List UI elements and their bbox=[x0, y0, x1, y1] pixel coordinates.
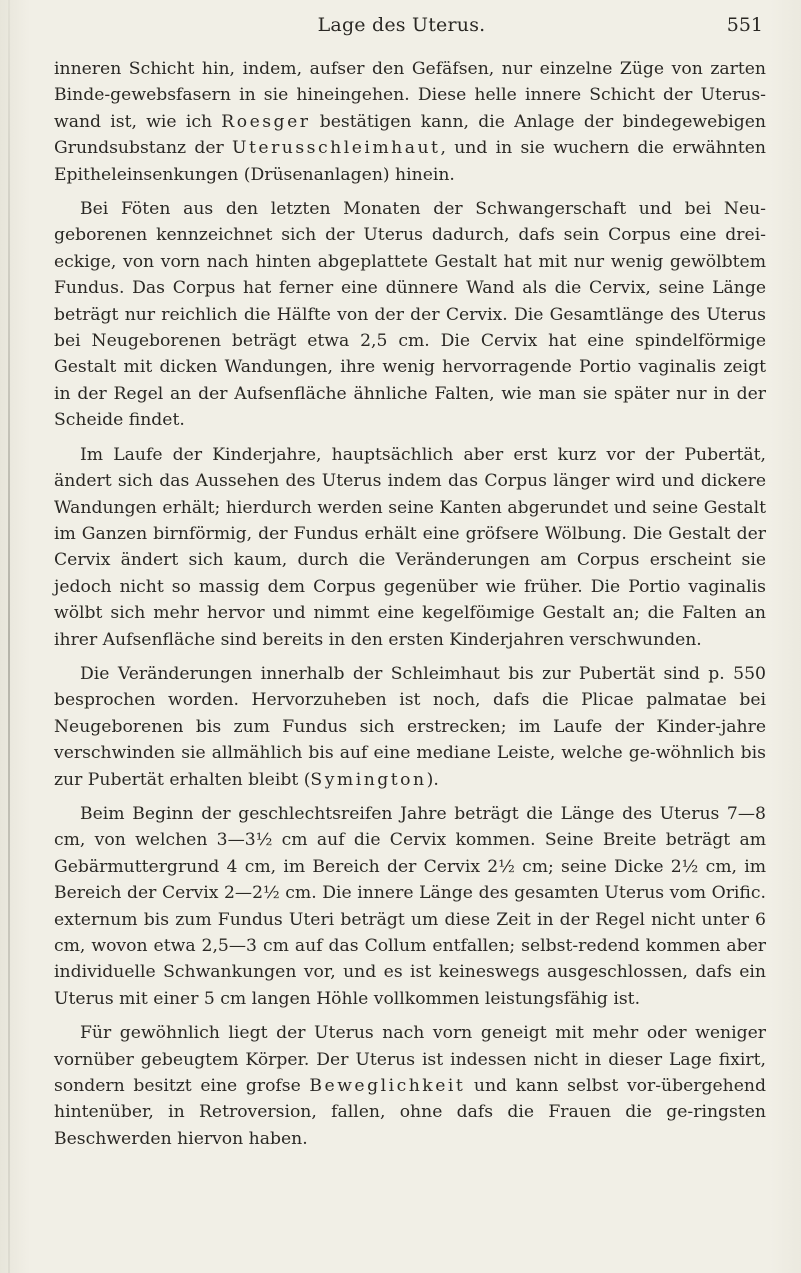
emphasized-term: Uterusschleimhaut bbox=[232, 138, 441, 159]
text-run: Für gewöhnlich liegt der Uterus nach vorn geneigt mit mehr oder weniger vornüber gebeugtem Körper. Der Uterus ist indessen nicht in dieser Lage fixirt, sondern besitzt eine grofse bbox=[54, 1023, 766, 1097]
paragraph bbox=[54, 442, 766, 653]
text-run: inneren Schicht hin, indem, aufser den Gefäfsen, nur einzelne Züge von zarten Binde-gewebsfasern in sie hineingehen. Diese helle innere Schicht der Uterus-wand ist, wie ich bbox=[54, 59, 766, 132]
paragraph bbox=[54, 56, 766, 188]
text-run: , und in sie wuchern die erwähnten Epitheleinsenkungen (Drüsenanlagen) hinein. bbox=[54, 138, 766, 185]
paragraph bbox=[54, 1020, 766, 1152]
body-text bbox=[54, 56, 766, 1160]
text-run: Bei Föten aus den letzten Monaten der Schwangerschaft und bei Neu-geborenen kennzeichnet sich der Uterus dadurch, dafs sein Corpus eine drei-eckige, von vorn nach hinten abgeplattete Gestalt hat mit nur wenig gewölbtem Fundus. Das Corpus hat ferner eine dünnere Wand als die Cervix, seine Länge beträgt nur reichlich die Hälfte von der der Cervix. Die Gesamtlänge des Uterus bei Neugeborenen beträgt etwa 2,5 cm. Die Cervix hat eine spindelförmige Gestalt mit dicken Wandungen, ihre wenig hervorragende Portio vaginalis zeigt in der Regel an der Aufsenfläche ähnliche Falten, wie man sie später nur in der Scheide findet. bbox=[54, 199, 766, 431]
text-run: Die Veränderungen innerhalb der Schleimhaut bis zur Pubertät sind p. 550 besprochen worden. Hervorzuheben ist noch, dafs die Plicae palmatae bei Neugeborenen bis zum Fundus sich erstrecken; im Laufe der Kinder-jahre verschwinden sie allmählich bis auf eine mediane Leiste, welche ge-wöhnlich bis zur Pubertät erhalten bleibt ( bbox=[54, 663, 766, 790]
paragraph bbox=[54, 661, 766, 793]
running-title: Lage des Uterus. bbox=[317, 14, 486, 36]
author-name: Roesger bbox=[221, 111, 311, 132]
page-number: 551 bbox=[726, 14, 763, 36]
author-name: Symington bbox=[310, 769, 427, 790]
paragraph bbox=[54, 196, 766, 434]
text-run: ). bbox=[426, 769, 439, 790]
text-run: bestätigen kann, die Anlage der bindegewebigen Grundsubstanz der bbox=[54, 111, 766, 159]
page-header bbox=[40, 14, 763, 48]
paragraph bbox=[54, 801, 766, 1012]
text-run: Beim Beginn der geschlechtsreifen Jahre beträgt die Länge des Uterus 7—8 cm, von welchen 3—3½ cm auf die Cervix kommen. Seine Breite beträgt am Gebärmuttergrund 4 cm, im Bereich der Cervix 2½ cm; seine Dicke 2½ cm, im Bereich der Cervix 2—2½ cm. Die innere Länge des gesamten Uterus vom Orific. externum bis zum Fundus Uteri beträgt um diese Zeit in der Regel nicht unter 6 cm, wovon etwa 2,5—3 cm auf das Collum entfallen; selbst-redend kommen aber individuelle Schwankungen vor, und es ist keineswegs ausgeschlossen, dafs ein Uterus mit einer 5 cm langen Höhle vollkommen leistungsfähig ist. bbox=[54, 803, 766, 1009]
text-run: und kann selbst vor-übergehend hintenüber, in Retroversion, fallen, ohne dafs die Frauen die ge-ringsten Beschwerden hiervon haben. bbox=[54, 1076, 766, 1149]
page-edge-shadow bbox=[8, 0, 10, 1273]
emphasized-term: Beweglichkeit bbox=[309, 1076, 466, 1097]
text-run: Im Laufe der Kinderjahre, hauptsächlich aber erst kurz vor der Pubertät, ändert sich das Aussehen des Uterus indem das Corpus länger wird und dickere Wandungen erhält; hierdurch werden seine Kanten abgerundet und seine Gestalt im Ganzen birnförmig, der Fundus erhält eine gröfsere Wölbung. Die Gestalt der Cervix ändert sich kaum, durch die Veränderungen am Corpus erscheint sie jedoch nicht so massig dem Corpus gegenüber wie früher. Die Portio vaginalis wölbt sich mehr hervor und nimmt eine kegelföımige Gestalt an; die Falten an ihrer Aufsenfläche sind bereits in den ersten Kinderjahren verschwunden. bbox=[54, 444, 766, 650]
